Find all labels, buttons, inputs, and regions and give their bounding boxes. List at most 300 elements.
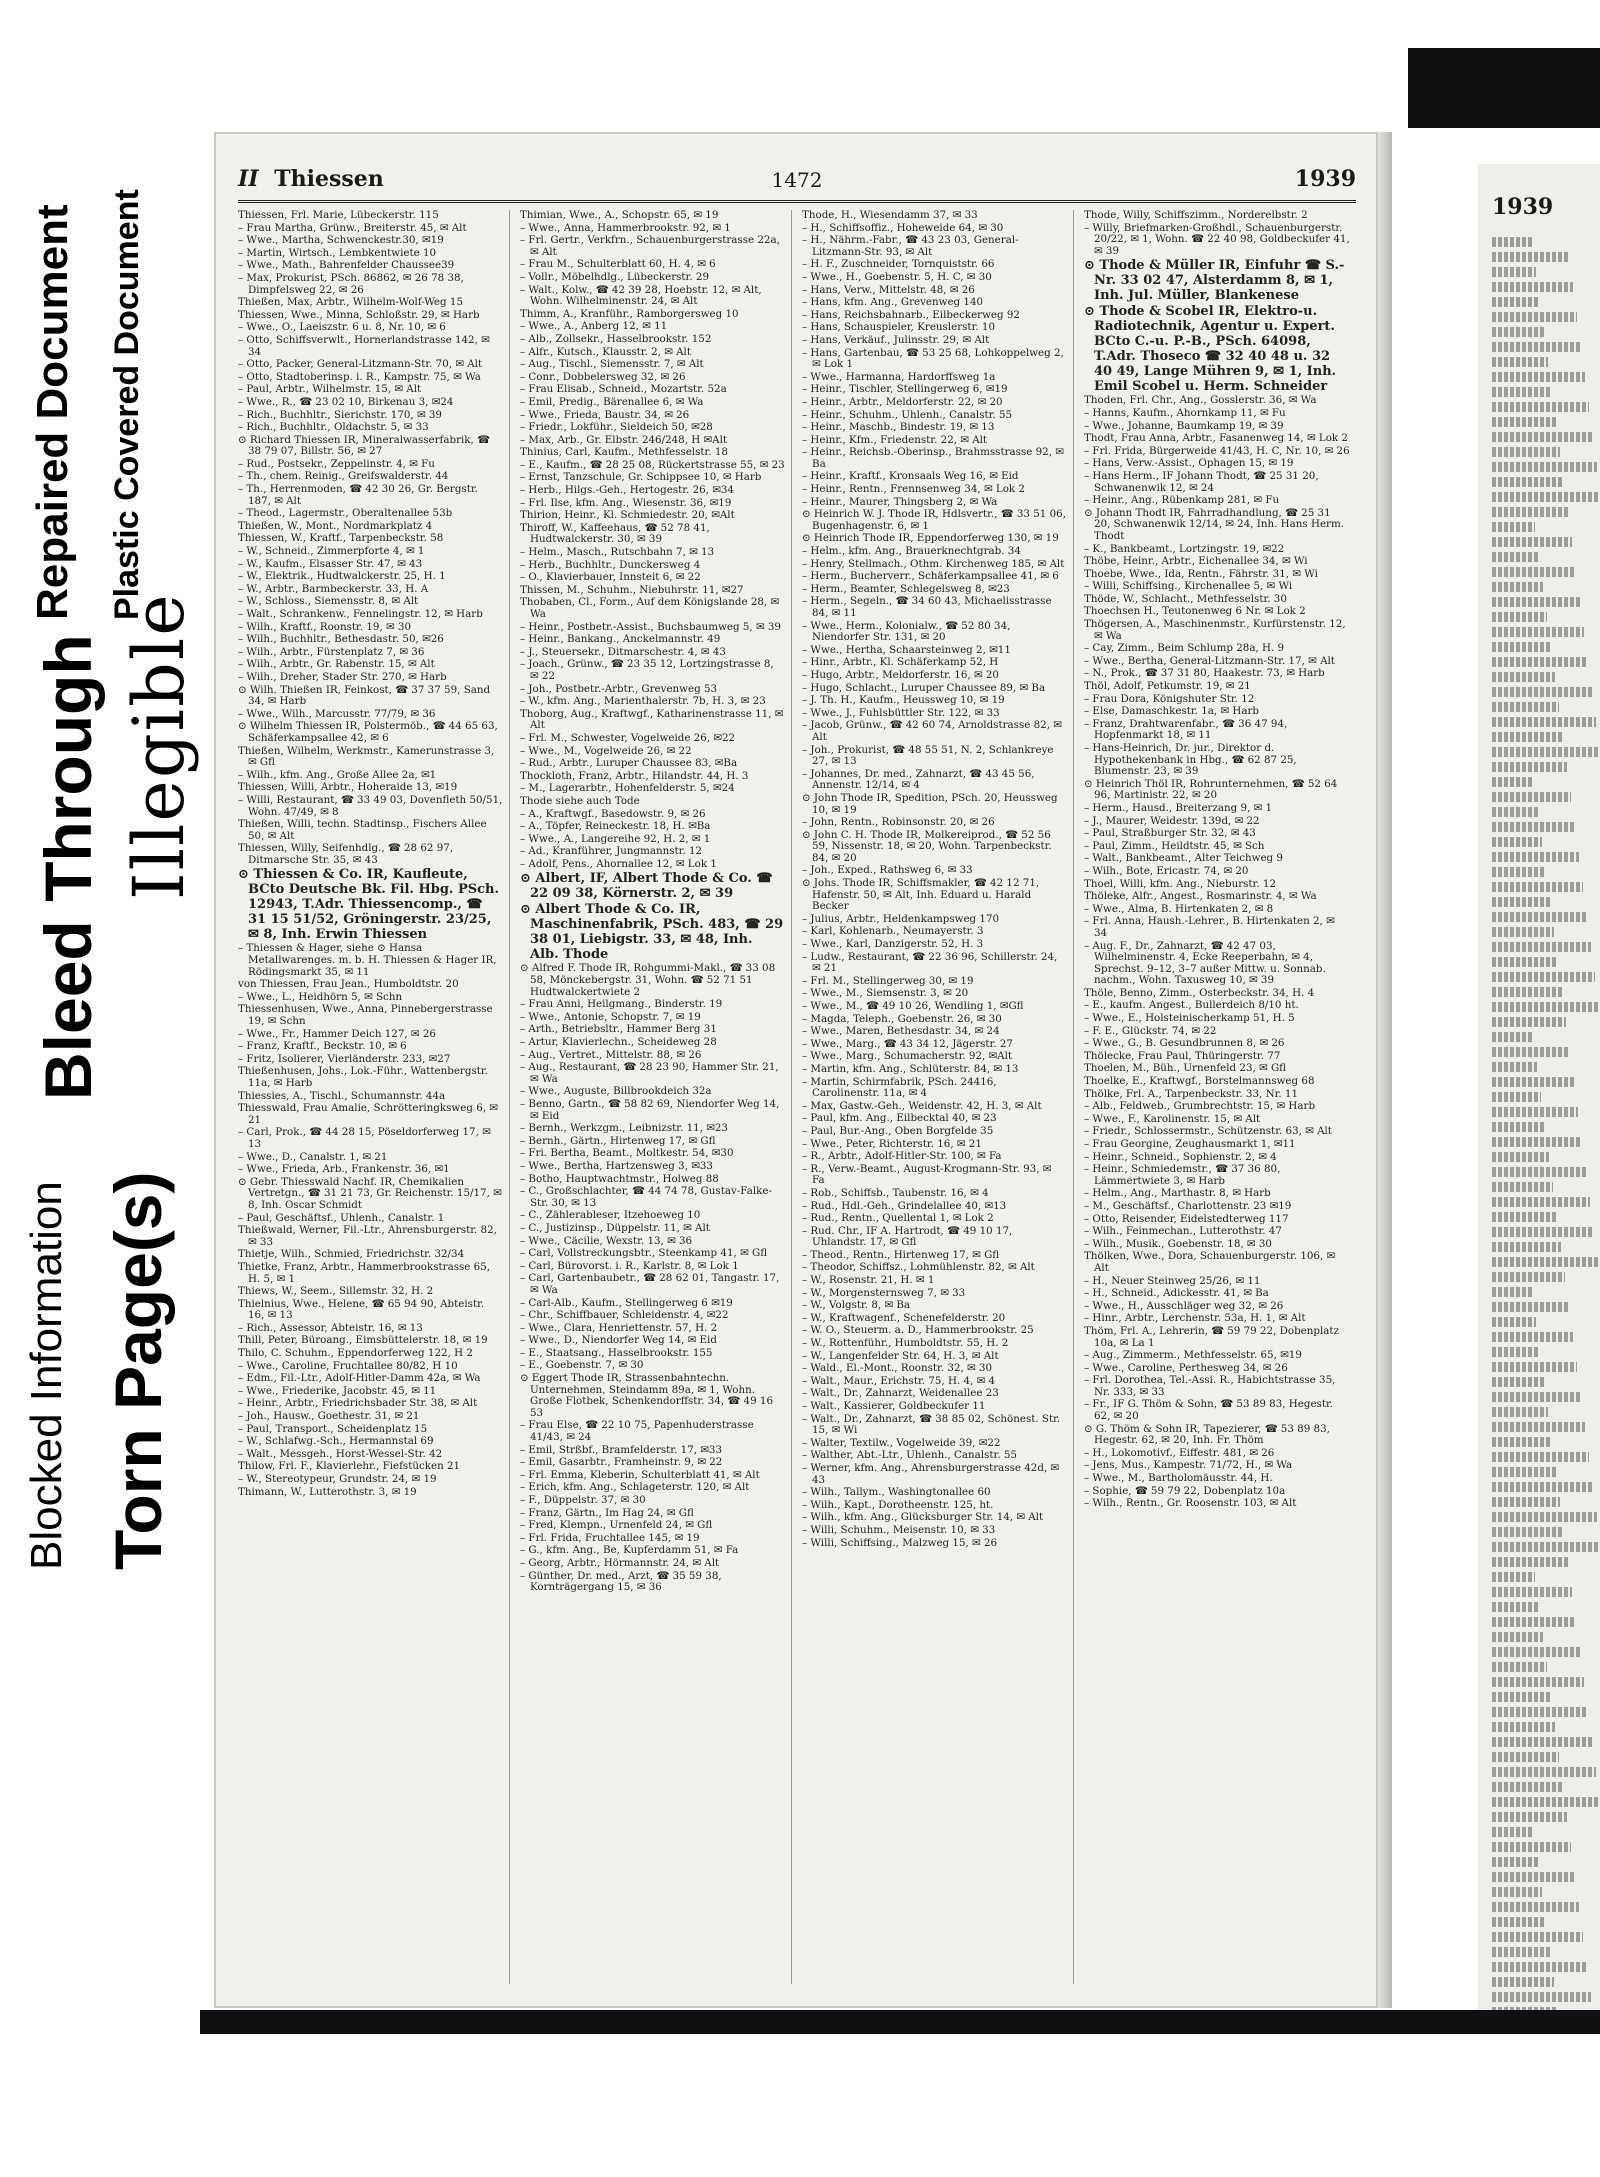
directory-entry: – Heinr., Postbetr.-Assist., Buchsbaumweg 5, ✉ 39 — [520, 620, 781, 633]
adjacent-page-line — [1492, 1272, 1565, 1282]
directory-entry: – H., Neuer Steinweg 25/26, ✉ 11 — [1084, 1274, 1261, 1287]
directory-entry: – Hugo, Schlacht., Luruper Chaussee 89, ✉ Ba — [802, 681, 1046, 694]
directory-entry: – Benno, Gartn., ☎ 58 82 69, Niendorfer Weg 14, ✉ Eid — [520, 1098, 780, 1122]
adjacent-page-line — [1492, 312, 1577, 322]
adjacent-page-line — [1492, 1917, 1546, 1927]
directory-entry: – Wwe., Alma, B. Hirtenkaten 2, ✉ 8 — [1084, 902, 1274, 915]
adjacent-page-line — [1492, 537, 1572, 547]
directory-entry: – O., Klavierbauer, Innsteit 6, ✉ 22 — [520, 571, 701, 584]
directory-entry: – Erich, kfm. Ang., Schlageterstr. 120, ✉ Alt — [520, 1481, 750, 1494]
adjacent-page-line — [1492, 597, 1580, 607]
adjacent-page-line — [1492, 1137, 1582, 1147]
page-year: 1939 — [1294, 166, 1356, 192]
directory-entry: Thiessen, Frl. Marie, Lübeckerstr. 115 — [238, 210, 439, 221]
directory-entry: Thietje, Wilh., Schmied, Friedrichstr. 32/34 — [238, 1248, 465, 1261]
adjacent-page-line — [1492, 837, 1542, 847]
adjacent-page-line — [1492, 237, 1532, 247]
directory-entry: – Karl, Kohlenarb., Neumayerstr. 3 — [802, 925, 984, 938]
directory-entry: – Franz, Drahtwarenfabr., ☎ 36 47 94, Hopfenmarkt 18, ✉ 11 — [1084, 717, 1288, 742]
directory-entry: – Alfr., Kutsch., Klausstr. 2, ✉ Alt — [520, 345, 691, 358]
adjacent-page-line — [1492, 1242, 1561, 1252]
directory-entry: Thiessies, A., Tischl., Schumannstr. 44a — [238, 1089, 446, 1102]
adjacent-page-line — [1492, 1827, 1534, 1837]
directory-entry: – Herm., Segeln., ☎ 34 60 43, Michaelisstrasse 84, ✉ 11 — [802, 595, 1052, 619]
directory-entry: ⊙ Alfred F. Thode IR, Rohgummi-Makl., ☎ 33 08 58, Mönckebergstr. 31, Wohn. ☎ 52 71 51 Hudtwalckertwiete 2 — [520, 962, 776, 998]
directory-entry: – Hanns, Kaufm., Ahornkamp 11, ✉ Fu — [1084, 406, 1286, 419]
directory-entry: – Fritz, Isolierer, Vierländerstr. 233, ✉27 — [238, 1052, 451, 1065]
directory-entry: – Emil, Strßbf., Bramfelderstr. 17, ✉33 — [520, 1443, 723, 1456]
adjacent-page-line — [1492, 1467, 1556, 1477]
directory-entry: – Hans, Gartenbau, ☎ 53 25 68, Lohkoppelweg 2, ✉ Lok 1 — [802, 346, 1064, 371]
directory-entry: ⊙ Heinrich W. J. Thode IR, Hdlsvertr., ☎ 33 51 06, Bugenhagenstr. 6, ✉ 1 — [802, 508, 1066, 532]
directory-entry: – Frl. Frida, Bürgerweide 41/43, H. C, Nr. 10, ✉ 26 — [1084, 444, 1350, 457]
directory-entry: – Sophie, ☎ 59 79 22, Dobenplatz 10a — [1084, 1484, 1286, 1497]
directory-entry: Thinius, Carl, Kaufm., Methfesselstr. 18 — [520, 446, 728, 459]
directory-entry: – Wwe., Harmanna, Hardorffsweg 1a — [802, 370, 996, 383]
directory-entry: – E., Goebenstr. 7, ✉ 30 — [520, 1359, 644, 1372]
directory-entry: – Wwe., Maren, Bethesdastr. 34, ✉ 24 — [802, 1025, 1000, 1038]
directory-entry: – Wilh., Dreher, Stader Str. 270, ✉ Harb — [238, 670, 447, 683]
directory-entry: – Frl. Anna, Haush.-Lehrer., B. Hirtenkaten 2, ✉ 34 — [1084, 915, 1335, 939]
directory-entry: ⊙ Gebr. Thiesswald Nachf. IR, Chemikalien Vertretgn., ☎ 31 21 73, Gr. Reichenstr. 15/17, ✉ 8, Inh. Oscar Schmidt — [238, 1175, 502, 1211]
directory-entry: – Wwe., Anna, Hammerbrookstr. 92, ✉ 1 — [520, 221, 731, 234]
directory-entry: – Wwe., M., ☎ 49 10 26, Wendling 1, ✉Gfl — [802, 1000, 1024, 1012]
directory-entry: ⊙ Richard Thiessen IR, Mineralwasserfabrik, ☎ 38 79 07, Billstr. 56, ✉ 27 — [238, 433, 490, 458]
directory-entry: – Paul, kfm. Ang., Eilbecktal 40, ✉ 23 — [802, 1112, 997, 1125]
directory-entry: – Theod., Rentn., Hirtenweg 17, ✉ Gfl — [802, 1248, 1000, 1261]
directory-entry: – Wilh., Rentn., Gr. Roosenstr. 103, ✉ Alt — [1084, 1497, 1297, 1510]
adjacent-page-line — [1492, 942, 1591, 952]
directory-entry: – A., Kraftwgf., Basedowstr. 9, ✉ 26 — [520, 807, 706, 820]
directory-entry: – Paul, Geschäftsf., Uhlenh., Canalstr. 1 — [238, 1211, 445, 1224]
directory-entry: – Alb., Zollsekr., Hasselbrookstr. 152 — [520, 332, 712, 345]
adjacent-page-line — [1492, 1407, 1548, 1417]
directory-entry: – Emil, Gasarbtr., Framheinstr. 9, ✉ 22 — [520, 1456, 723, 1469]
directory-entry: – Joh., Hausw., Goethestr. 31, ✉ 21 — [238, 1410, 420, 1423]
directory-entry: Thöle, Benno, Zimm., Osterbeckstr. 34, H. 4 — [1084, 986, 1315, 999]
directory-entry: – Wwe., Cäcilie, Wexstr. 13, ✉ 36 — [520, 1234, 693, 1247]
directory-entry: Thode, Willy, Schiffszimm., Norderelbstr. 2 — [1084, 210, 1308, 221]
directory-entry: – Wwe., M., Vogelweide 26, ✉ 22 — [520, 744, 692, 757]
directory-entry: – Wilh., Bote, Ericastr. 74, ✉ 20 — [1084, 864, 1249, 877]
adjacent-page-line — [1492, 1587, 1572, 1597]
directory-entry: – Heinr., Bankang., Anckelmannstr. 49 — [520, 633, 721, 646]
directory-entry: – Ludw., Restaurant, ☎ 22 36 96, Schillerstr. 24, ✉ 21 — [802, 950, 1058, 975]
directory-entry: ⊙ Albert Thode & Co. IR, Maschinenfabrik, PSch. 483, ☎ 29 38 01, Liebigstr. 33, ✉ 48, Inh. Alb. Thode — [520, 902, 784, 963]
directory-entry: – E., Staatsang., Hasselbrookstr. 155 — [520, 1346, 713, 1359]
directory-entry: Thode siehe auch Tode — [520, 794, 640, 807]
directory-entry: – Wwe., E., Holsteinischerkamp 51, H. 5 — [1084, 1012, 1295, 1025]
directory-entry: – Frau Elisab., Schneid., Mozartstr. 52a — [520, 383, 727, 396]
directory-entry: – Walter, Textilw., Vogelweide 39, ✉22 — [802, 1436, 1001, 1449]
directory-entry: Thöbe, Heinr., Arbtr., Eichenallee 34, ✉ Wi — [1084, 555, 1308, 568]
adjacent-page-line — [1492, 1152, 1549, 1162]
adjacent-page-line — [1492, 867, 1546, 877]
directory-entry: – John, Rentn., Robinsonstr. 20, ✉ 26 — [802, 816, 995, 829]
directory-entry: – Walther, Abt.-Ltr., Uhlenh., Canalstr. 55 — [802, 1449, 1017, 1462]
adjacent-page-line — [1492, 1677, 1584, 1687]
adjacent-page-line — [1492, 1887, 1542, 1897]
adjacent-page-line — [1492, 807, 1538, 817]
directory-entry: – Wwe., Math., Bahrenfelder Chaussee39 — [238, 259, 455, 272]
adjacent-page-line — [1492, 1167, 1586, 1177]
blocked-information-label: Blocked Information — [22, 1181, 71, 1570]
directory-entry: – Walt., Dr., Zahnarzt, Weidenallee 23 — [802, 1387, 999, 1400]
directory-entry: – G., kfm. Ang., Be, Kupferdamm 51, ✉ Fa — [520, 1544, 739, 1557]
directory-entry: – Wwe., Bertha, Hartzensweg 3, ✉33 — [520, 1159, 713, 1172]
adjacent-page-line — [1492, 1542, 1600, 1552]
directory-entry: – Paul, Straßburger Str. 32, ✉ 43 — [1084, 827, 1256, 840]
adjacent-page-line — [1492, 1317, 1536, 1327]
adjacent-page-line — [1492, 1572, 1535, 1582]
directory-entry: Thissen, M., Schuhm., Niebuhrstr. 11, ✉27 — [520, 583, 744, 596]
directory-entry: – Hans Herm., IF Johann Thodt, ☎ 25 31 20, Schwanenwik 12, ✉ 24 — [1084, 469, 1319, 494]
adjacent-page-line — [1492, 1707, 1588, 1717]
directory-entry: Thögersen, A., Maschinenmstr., Kurfürstenstr. 12, ✉ Wa — [1084, 618, 1346, 642]
directory-entry: – Fr., IF G. Thöm & Sohn, ☎ 53 89 83, Hegestr. 62, ✉ 20 — [1084, 1398, 1334, 1423]
directory-entry: – J. Th. H., Kaufm., Heussweg 10, ✉ 19 — [802, 694, 1005, 707]
directory-entry: – Ernst, Tanzschule, Gr. Schippsee 10, ✉ Harb — [520, 471, 762, 484]
adjacent-page-line — [1492, 402, 1589, 412]
section-name: Thiessen — [274, 166, 384, 192]
directory-entry: Thoel, Willi, kfm. Ang., Nieburstr. 12 — [1084, 877, 1276, 890]
directory-entry: Thoden, Frl. Chr., Ang., Gosslerstr. 36, ✉ Wa — [1084, 394, 1317, 407]
directory-entry: Thilo, C. Schuhm., Eppendorferweg 122, H 2 — [238, 1347, 473, 1360]
directory-entry: ⊙ G. Thöm & Sohn IR, Tapezierer, ☎ 53 89 83, Hegestr. 62, ✉ 20, Inh. Fr. Thöm — [1084, 1422, 1330, 1447]
directory-entry: – Georg, Arbtr., Hörmannstr. 24, ✉ Alt — [520, 1556, 720, 1569]
directory-entry: – Max, Gastw.-Geh., Weidenstr. 42, H. 3, ✉ Alt — [802, 1099, 1042, 1112]
directory-entry: – Herm., Bucherverr., Schäferkampsallee 41, ✉ 6 — [802, 570, 1059, 583]
directory-entry: Thiessen, W., Kraftf., Tarpenbeckstr. 58 — [238, 532, 444, 545]
directory-entry: – Wwe., Herm., Kolonialw., ☎ 52 80 34, Niendorfer Str. 131, ✉ 20 — [802, 619, 1011, 644]
directory-entry: – Theod., Lagermstr., Oberaltenallee 53b — [238, 507, 453, 520]
directory-entry: – Wwe., L., Heidhörn 5, ✉ Schn — [238, 990, 403, 1003]
adjacent-page-line — [1492, 1107, 1578, 1117]
directory-entry: – Vollr., Möbelhdlg., Lübeckerstr. 29 — [520, 270, 709, 283]
directory-entry: – Helm., kfm. Ang., Brauerknechtgrab. 34 — [802, 545, 1021, 558]
directory-entry: – Hans, Schauspieler, Kreuslerstr. 10 — [802, 321, 996, 334]
directory-entry: – Paul, Arbtr., Wilhelmstr. 15, ✉ Alt — [238, 383, 422, 396]
directory-entry: – Heinr., Kraftf., Kronsaals Weg 16, ✉ Eid — [802, 470, 1019, 483]
plastic-covered-label: Plastic Covered Document — [108, 189, 146, 620]
directory-entry: Thodt, Frau Anna, Arbtr., Fasanenweg 14, ✉ Lok 2 — [1084, 432, 1348, 445]
adjacent-page-line — [1492, 477, 1564, 487]
directory-entry: – J., Maurer, Weidestr. 139d, ✉ 22 — [1084, 814, 1260, 827]
adjacent-page-line — [1492, 672, 1555, 682]
directory-entry: – Wilh., Tallym., Washingtonallee 60 — [802, 1486, 991, 1499]
adjacent-page-line — [1492, 1437, 1552, 1447]
directory-entry: – Carl, Prok., ☎ 44 28 15, Pöseldorferweg 17, ✉ 13 — [238, 1126, 491, 1150]
adjacent-page-line — [1492, 1527, 1564, 1537]
adjacent-page-line — [1492, 1077, 1574, 1087]
directory-entry: – Werner, kfm. Ang., Ahrensburgerstrasse 42d, ✉ 43 — [802, 1461, 1060, 1486]
adjacent-page-line — [1492, 1122, 1545, 1132]
directory-entry: – W., Elektrik., Hudtwalckerstr. 25, H. 1 — [238, 570, 446, 583]
adjacent-page-line — [1492, 642, 1551, 652]
adjacent-page-line — [1492, 567, 1576, 577]
directory-entry: ⊙ Wilhelm Thiessen IR, Polstermöb., ☎ 44 65 63, Schäferkampsallee 42, ✉ 6 — [238, 720, 498, 744]
directory-entry: – Fred, Klempn., Urnenfeld 24, ✉ Gfl — [520, 1519, 713, 1532]
column-2 — [520, 210, 792, 1984]
directory-entry: – W., Kraftwagenf., Schenefelderstr. 20 — [802, 1311, 1006, 1324]
directory-entry: – Frl. Gertr., Verkfrn., Schauenburgerstrasse 22a, ✉ Alt — [520, 234, 780, 258]
directory-entry: – Cay, Zimm., Beim Schlump 28a, H. 9 — [1084, 642, 1285, 655]
directory-entry: – K., Bankbeamt., Lortzingstr. 19, ✉22 — [1084, 542, 1285, 555]
directory-entry: ⊙ Albert, IF, Albert Thode & Co. ☎ 22 09 38, Körnerstr. 2, ✉ 39 — [520, 871, 773, 902]
directory-entry: – W., Rottenführ., Humboldtstr. 55, H. 2 — [802, 1337, 1009, 1350]
directory-entry: – Wwe., Peter, Richterstr. 16, ✉ 21 — [802, 1137, 982, 1150]
adjacent-page-line — [1492, 432, 1593, 442]
directory-entry: – Frau Georgine, Zeughausmarkt 1, ✉11 — [1084, 1138, 1296, 1150]
directory-entry: – Willy, Briefmarken-Großhdl., Schauenburgerstr. 20/22, ✉ 1, Wohn. ☎ 22 40 98, Goldbeckufer 41, ✉ 39 — [1084, 221, 1350, 257]
directory-entry: – Alb., Feldweb., Grumbrechtstr. 15, ✉ Harb — [1084, 1100, 1316, 1113]
directory-entry: – H., Nährm.-Fabr., ☎ 43 23 03, General-Litzmann-Str. 93, ✉ Alt — [802, 234, 1019, 258]
adjacent-page-line — [1492, 1377, 1544, 1387]
directory-entry: – Willi, Schiffsing., Kirchenallee 5, ✉ Wi — [1084, 580, 1293, 593]
directory-entry: – W., Arbtr., Barmbeckerstr. 33, H. A — [238, 582, 429, 595]
directory-entry: – Willi, Schiffsing., Malzweg 15, ✉ 26 — [802, 1536, 998, 1549]
directory-entry: – H., Lokomotivf., Eiffestr. 481, ✉ 26 — [1084, 1446, 1275, 1459]
directory-entry: – Joh., Prokurist, ☎ 48 55 51, N. 2, Schlankreye 27, ✉ 13 — [802, 743, 1054, 768]
directory-entry: Thöm, Frl. A., Lehrerin, ☎ 59 79 22, Dobenplatz 10a, ✉ La 1 — [1084, 1324, 1339, 1349]
adjacent-page-line — [1492, 1842, 1571, 1852]
directory-entry: – Wwe., Bertha, General-Litzmann-Str. 17, ✉ Alt — [1084, 654, 1335, 667]
directory-entry: – W., Schlafwg.-Sch., Hermannstal 69 — [238, 1435, 434, 1448]
adjacent-page-line — [1492, 1902, 1579, 1912]
directory-entry: – Wwe., Friederike, Jacobstr. 45, ✉ 11 — [238, 1384, 437, 1397]
directory-entry: – Wilh., Arbtr., Fürstenplatz 7, ✉ 36 — [238, 645, 425, 658]
directory-entry: – W., Kaufm., Elsasser Str. 47, ✉ 43 — [238, 557, 423, 570]
directory-entry: – Wwe., F., Karolinenstr. 15, ✉ Alt — [1084, 1112, 1261, 1125]
directory-entry: – Chr., Schiffbauer, Schleidenstr. 4, ✉22 — [520, 1309, 729, 1322]
directory-entry: – Otto, Packer, General-Litzmann-Str. 70, ✉ Alt — [238, 358, 483, 371]
directory-entry: – Max, Arb., Gr. Elbstr. 246/248, H ✉Alt — [520, 433, 728, 446]
adjacent-page-line — [1492, 327, 1544, 337]
adjacent-page-line — [1492, 957, 1558, 967]
directory-entry: – Rich., Assessor, Abteistr. 16, ✉ 13 — [238, 1321, 423, 1334]
directory-entry: von Thiessen, Frau Jean., Humboldtstr. 20 — [238, 978, 459, 991]
adjacent-page-line — [1492, 732, 1563, 742]
directory-entry: – Wwe., R., ☎ 23 02 10, Birkenau 3, ✉24 — [238, 395, 454, 408]
directory-entry: Thirion, Heinr., Kl. Schmiedestr. 20, ✉Alt — [520, 509, 735, 522]
directory-entry: Thöde, W., Schlacht., Methfesselstr. 30 — [1084, 592, 1287, 605]
directory-entry: – Jens, Mus., Kampestr. 71/72, H., ✉ Wa — [1084, 1459, 1293, 1472]
directory-entry: – Carl-Alb., Kaufm., Stellingerweg 6 ✉19 — [520, 1296, 733, 1309]
adjacent-page-line — [1492, 1737, 1592, 1747]
adjacent-page-line — [1492, 1962, 1587, 1972]
adjacent-page-line — [1492, 582, 1543, 592]
directory-entry: Thiessen, Willy, Seifenhdlg., ☎ 28 62 97, Ditmarsche Str. 35, ✉ 43 — [238, 842, 454, 866]
directory-entry: Thill, Peter, Büroang., Eimsbüttelerstr. 18, ✉ 19 — [238, 1334, 488, 1347]
adjacent-page-line — [1492, 447, 1560, 457]
directory-entry: – Hugo, Arbtr., Meldorferstr. 16, ✉ 20 — [802, 668, 999, 681]
directory-entry: – Wwe., Frieda, Arb., Frankenstr. 36, ✉1 — [238, 1163, 450, 1176]
directory-entry: – Magda, Teleph., Goebenstr. 26, ✉ 30 — [802, 1012, 1002, 1025]
directory-entry: – Wwe., G., B. Gesundbrunnen 8, ✉ 26 — [1084, 1037, 1285, 1050]
adjacent-page-line — [1492, 1047, 1570, 1057]
column-3 — [802, 210, 1074, 1984]
directory-entry: – Rich., Buchhltr., Oldachstr. 5, ✉ 33 — [238, 421, 429, 434]
directory-entry: – Wwe., Karl, Danzigerstr. 52, H. 3 — [802, 938, 984, 951]
directory-entry: – C., Großschlachter, ☎ 44 74 78, Gustav-Falke-Str. 30, ✉ 13 — [520, 1185, 772, 1209]
adjacent-page-line — [1492, 1392, 1581, 1402]
directory-entry: – Wwe., M., Siemsenstr. 3, ✉ 20 — [802, 987, 969, 1000]
directory-entry: – W., kfm. Ang., Marienthalerstr. 7b, H. 3, ✉ 23 — [520, 695, 766, 708]
directory-entry: Thiessen, Wwe., Minna, Schloßstr. 29, ✉ Harb — [238, 308, 480, 321]
adjacent-page-line — [1492, 492, 1600, 502]
adjacent-page-line — [1492, 1002, 1599, 1012]
directory-entry: – Wwe., J., Fuhlsbüttler Str. 122, ✉ 33 — [802, 706, 1000, 719]
directory-entry: ⊙ Thode & Scobel IR, Elektro-u. Radiotechnik, Agentur u. Expert. BCto C.-u. P.-B., PSch. 64098, T.Adr. Thoseco ☎ 32 40 48 u. 32 40 49, Lange Mühren 9, ✉ 1, Inh. Emil Scobel u. Herm. Schneider — [1084, 304, 1337, 395]
adjacent-page-line — [1492, 1722, 1555, 1732]
directory-entry: – Frau Anni, Heilgmang., Binderstr. 19 — [520, 998, 723, 1011]
directory-entry: – Otto, Schiffsverwlt., Hornerlandstrasse 142, ✉ 34 — [238, 333, 490, 358]
adjacent-page-line — [1492, 1632, 1543, 1642]
adjacent-page-line — [1492, 1857, 1538, 1867]
adjacent-page-line — [1492, 1617, 1576, 1627]
directory-entry: Thilow, Frl. F., Klavierlehr., Fiefstücken 21 — [238, 1460, 461, 1473]
directory-entry: – Carl, Gartenbaubetr., ☎ 28 62 01, Tangastr. 17, ✉ Wa — [520, 1272, 780, 1296]
directory-entry: – Frau M., Schulterblatt 60, H. 4, ✉ 6 — [520, 258, 716, 271]
adjacent-page-line — [1492, 1647, 1580, 1657]
adjacent-page-line — [1492, 1752, 1559, 1762]
directory-entry: – Wwe., Caroline, Fruchtallee 80/82, H 10 — [238, 1359, 458, 1372]
directory-entry: – Wwe., Clara, Henriettenstr. 57, H. 2 — [520, 1321, 718, 1334]
directory-entry: – Wwe., M., Bartholomäusstr. 44, H. — [1084, 1472, 1273, 1485]
torn-pages-label: Torn Page(s) — [101, 1171, 175, 1570]
directory-entry: – Aug., Restaurant, ☎ 28 23 90, Hammer Str. 21, ✉ Wa — [520, 1061, 779, 1085]
directory-entry: – Johannes, Dr. med., Zahnarzt, ☎ 43 45 56, Annenstr. 12/14, ✉ 4 — [802, 767, 1035, 792]
directory-entry: – Frl. M., Stellingerweg 30, ✉ 19 — [802, 974, 974, 987]
adjacent-page-line — [1492, 522, 1535, 532]
directory-entry: – Heinr., Arbtr., Meldorferstr. 22, ✉ 20 — [802, 395, 1003, 408]
directory-entry: – E., kaufm. Angest., Bullerdeich 8/10 ht. — [1084, 999, 1299, 1012]
adjacent-page-line — [1492, 612, 1547, 622]
directory-entry: – Heinr., Rentn., Frennsenweg 34, ✉ Lok 2 — [802, 483, 1025, 496]
directory-entry: – Paul, Transport., Scheidenplatz 15 — [238, 1422, 428, 1435]
directory-entry: – Max, Prokurist, PSch. 86862, ✉ 26 78 38, Dimpfelsweg 22, ✉ 26 — [238, 271, 464, 296]
directory-entry: – F., Düppelstr. 37, ✉ 30 — [520, 1494, 646, 1506]
directory-entry: – Th., Herrenmoden, ☎ 42 30 26, Gr. Bergstr. 187, ✉ Alt — [238, 483, 478, 507]
directory-entry: – Herm., Beamter, Schlegelsweg 8, ✉23 — [802, 582, 1010, 595]
directory-entry: – Heinr., Maschb., Bindestr. 19, ✉ 13 — [802, 421, 995, 434]
directory-entry: – Wwe., Antonie, Schopstr. 7, ✉ 19 — [520, 1010, 701, 1023]
directory-entry: – Frau Else, ☎ 22 10 75, Papenhuderstrasse 41/43, ✉ 24 — [520, 1419, 754, 1444]
directory-entry: – Herb., Buchhltr., Dunckersweg 4 — [520, 558, 701, 571]
directory-entry: – Rud., Rentn., Quellental 1, ✉ Lok 2 — [802, 1212, 994, 1225]
directory-entry: Thiessenhusen, Wwe., Anna, Pinnebergerstrasse 19, ✉ Schn — [238, 1003, 493, 1028]
adjacent-page-line — [1492, 1977, 1554, 1987]
directory-entry: – W., Langenfelder Str. 64, H. 3, ✉ Alt — [802, 1349, 999, 1362]
directory-entry: – Theodor, Schiffsz., Lohmühlenstr. 82, ✉ Alt — [802, 1261, 1035, 1274]
directory-entry: – Otto, Stadtoberinsp. i. R., Kampstr. 75, ✉ Wa — [238, 370, 481, 383]
adjacent-page-line — [1492, 1662, 1547, 1672]
adjacent-page-line — [1492, 1092, 1541, 1102]
illegible-label: Illegible — [118, 592, 200, 900]
directory-entry: – Paul, Bur.-Ang., Oben Borgfelde 35 — [802, 1124, 994, 1137]
adjacent-page-line — [1492, 1692, 1551, 1702]
directory-entry: Thobaben, Cl., Form., Auf dem Königslande 28, ✉ Wa — [520, 596, 780, 620]
adjacent-page-line — [1492, 1947, 1550, 1957]
directory-entry: – Bernh., Gärtn., Hirtenweg 17, ✉ Gfl — [520, 1134, 716, 1147]
directory-entry: – Wilh., kfm. Ang., Glücksburger Str. 14, ✉ Alt — [802, 1511, 1044, 1524]
directory-entry: – Paul, Zimm., Heildtstr. 45, ✉ Sch — [1084, 839, 1265, 852]
directory-entry: – Frau Dora, Königshuter Str. 12 — [1084, 692, 1255, 705]
directory-entry: Thoechsen H., Teutonenweg 6 Nr. ✉ Lok 2 — [1084, 605, 1306, 618]
directory-entry: – Hans-Heinrich, Dr. jur., Direktor d. Hypothekenbank in Hbg., ☎ 62 87 25, Blumenstr. 23, ✉ 39 — [1084, 742, 1297, 778]
adjacent-page-line — [1492, 1512, 1597, 1522]
directory-entry: – C., Zählerableser, Itzehoeweg 10 — [520, 1209, 701, 1222]
directory-entry: – Martin, Wirtsch., Lembkentwiete 10 — [238, 246, 437, 259]
adjacent-page-line — [1492, 777, 1534, 787]
directory-entry: – Franz, Kraftf., Beckstr. 10, ✉ 6 — [238, 1040, 407, 1053]
directory-entry: – Aug., Vertret., Mittelstr. 88, ✉ 26 — [520, 1048, 702, 1061]
directory-entry: Thölken, Wwe., Dora, Schauenburgerstr. 106, ✉ Alt — [1084, 1250, 1336, 1274]
directory-entry: – H., Schiffsoffiz., Hoheweide 64, ✉ 30 — [802, 221, 1004, 234]
adjacent-page-line — [1492, 267, 1536, 277]
directory-entry: – Thiessen & Hager, siehe ⊙ Hansa Metallwarenges. m. b. H. Thiessen & Hager IR, Rödingsmarkt 35, ✉ 11 — [238, 942, 497, 978]
scan-border-corner — [1408, 48, 1600, 128]
directory-entry: Thiessen, Willi, Arbtr., Hoheraide 13, ✉19 — [238, 781, 458, 794]
adjacent-page-line — [1492, 1797, 1600, 1807]
directory-entry: – W., Rosenstr. 21, H. ✉ 1 — [802, 1274, 935, 1287]
directory-entry: – A., Töpfer, Reineckestr. 18, H. ✉Ba — [520, 820, 711, 833]
adjacent-page-line — [1492, 747, 1600, 757]
directory-entry: ⊙ Eggert Thode IR, Strassenbahntechn. Unternehmen, Steindamm 89a, ✉ 1, Wohn. Große Flotbek, Schenkendorffstr. 34, ☎ 49 16 53 — [520, 1372, 773, 1419]
directory-entry: ⊙ John Thode IR, Spedition, PSch. 20, Heussweg 10, ✉ 19 — [802, 791, 1058, 816]
adjacent-page-line — [1492, 1032, 1533, 1042]
directory-entry: ⊙ Thiessen & Co. IR, Kaufleute, BCto Deutsche Bk. Fil. Hbg. PSch. 12943, T.Adr. Thiessencomp., ☎ 31 15 51/52, Gröningerstr. 23/25, ✉ 8, Inh. Erwin Thiessen — [238, 867, 500, 943]
directory-entry: – Rud. Chr., IF A. Hartrodt, ☎ 49 10 17, Uhlandstr. 17, ✉ Gfl — [802, 1224, 1013, 1249]
directory-entry: – Aug., Zimmerm., Methfesselstr. 65, ✉19 — [1084, 1349, 1302, 1362]
directory-entry: Thielnius, Wwe., Helene, ☎ 65 94 90, Abteistr. 16, ✉ 13 — [238, 1297, 485, 1322]
directory-entry: – Walt., Maur., Erichstr. 75, H. 4, ✉ 4 — [802, 1374, 996, 1387]
directory-entry: – Walt., Kolw., ☎ 42 39 28, Hoebstr. 12, ✉ Alt, Wohn. Wilhelminenstr. 24, ✉ Alt — [520, 283, 762, 308]
directory-entry: – Willi, Restaurant, ☎ 33 49 03, Dovenfleth 50/51, Wohn. 47/49, ✉ 8 — [238, 793, 503, 818]
adjacent-page-line — [1492, 297, 1540, 307]
directory-entry: – W., Morgensternsweg 7, ✉ 33 — [802, 1286, 966, 1299]
adjacent-page-line — [1492, 2007, 1558, 2010]
adjacent-page-line — [1492, 417, 1556, 427]
directory-entry: Thockloth, Franz, Arbtr., Hilandstr. 44, H. 3 — [520, 769, 749, 782]
directory-entry: – Otto, Reisender, Eidelstedterweg 117 — [1084, 1212, 1289, 1225]
directory-entry: – Franz, Gärtn., Im Hag 24, ✉ Gfl — [520, 1506, 694, 1519]
directory-entry: Thiesswald, Frau Amalie, Schrötteringksweg 6, ✉ 21 — [238, 1102, 498, 1126]
directory-entry: – Wwe., Wilh., Marcusstr. 77/79, ✉ 36 — [238, 707, 436, 720]
directory-entry: – Jacob, Grünw., ☎ 42 60 74, Arnoldstrasse 82, ✉ Alt — [802, 719, 1062, 743]
directory-entry: – Wwe., H., Goebenstr. 5, H. C, ✉ 30 — [802, 270, 992, 283]
directory-entry: – N., Prok., ☎ 37 31 80, Haakestr. 73, ✉ Harb — [1084, 667, 1325, 680]
directory-entry: – Hans, Verw., Mittelstr. 48, ✉ 26 — [802, 283, 975, 296]
directory-columns — [238, 210, 1356, 1984]
directory-entry: – Th., chem. Reinig., Greifswalderstr. 44 — [238, 470, 449, 483]
adjacent-page-line — [1492, 1782, 1563, 1792]
adjacent-page-line — [1492, 1062, 1537, 1072]
adjacent-page-line — [1492, 882, 1583, 892]
directory-entry: – Hans, Reichsbahnarb., Eilbeckerweg 92 — [802, 308, 1020, 321]
adjacent-page-line — [1492, 1017, 1566, 1027]
adjacent-page-line — [1492, 1557, 1568, 1567]
directory-entry: Thießenhusen, Johs., Lok.-Führ., Wattenbergstr. 11a, ✉ Harb — [238, 1065, 488, 1089]
directory-entry: – Wwe., A., Anberg 12, ✉ 11 — [520, 320, 668, 333]
adjacent-page-line — [1492, 507, 1568, 517]
directory-entry: – Carl, Vollstreckungsbtr., Steenkamp 41, ✉ Gfl — [520, 1247, 768, 1260]
adjacent-page-line — [1492, 1932, 1583, 1942]
directory-entry: – Wilh., Arbtr., Gr. Rabenstr. 15, ✉ Alt — [238, 658, 435, 671]
directory-entry: – Wwe., Caroline, Perthesweg 34, ✉ 26 — [1084, 1361, 1288, 1374]
adjacent-page-line — [1492, 462, 1597, 472]
directory-entry: – Adolf, Pens., Ahornallee 12, ✉ Lok 1 — [520, 857, 717, 870]
